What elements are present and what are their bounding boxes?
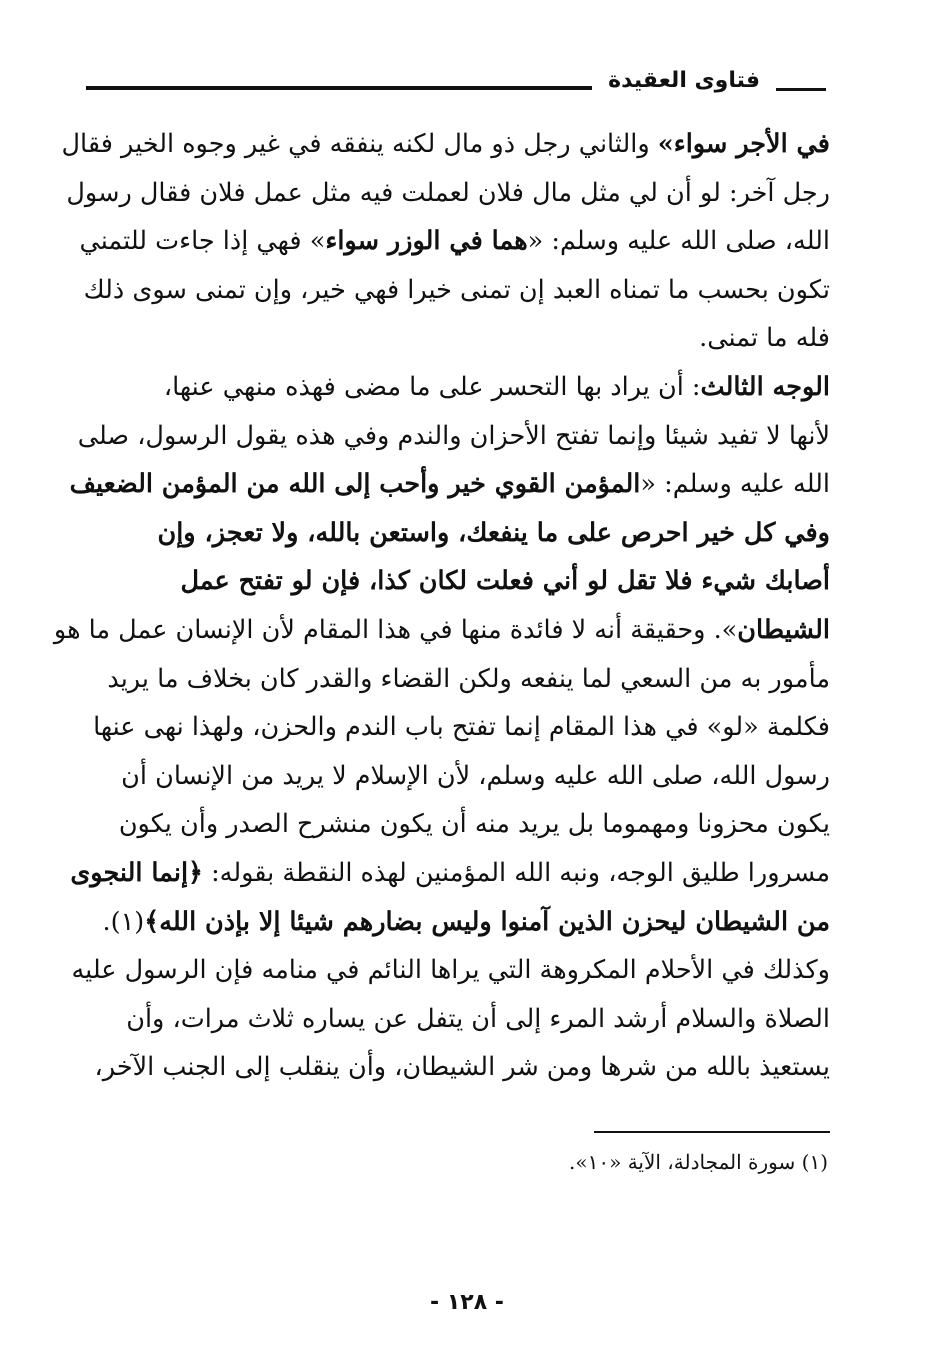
page-number: - ١٢٨ -	[430, 1290, 504, 1315]
text-segment: مسرورا طليق الوجه، ونبه الله المؤمنين لهذه النقطة بقوله:	[202, 857, 830, 888]
text-segment: فله ما تمنى.	[699, 323, 830, 354]
text-segment: فكلمة «لو» في هذا المقام إنما تفتح باب الندم والحزن، ولهذا نهى عنها	[93, 712, 830, 743]
bold-text-segment: الشيطان	[737, 614, 830, 645]
text-line	[88, 898, 830, 947]
text-line	[53, 606, 830, 655]
text-segment: وكذلك في الأحلام المكروهة التي يراها النائم في منامه فإن الرسول عليه	[71, 955, 830, 986]
footnote-separator	[594, 1131, 830, 1133]
text-segment: مأمور به من السعي لما ينفعه ولكن القضاء والقدر كان بخلاف ما يريد	[107, 663, 830, 694]
text-line	[61, 120, 830, 169]
text-line	[88, 655, 830, 704]
text-line	[88, 363, 830, 412]
text-segment: يكون محزونا ومهموما بل يريد منه أن يكون منشرح الصدر وأن يكون	[118, 809, 830, 840]
text-segment: يستعيذ بالله من شرها ومن شر الشيطان، وأن ينقلب إلى الجنب الآخر،	[94, 1052, 830, 1083]
text-line	[88, 314, 830, 363]
text-line	[77, 412, 830, 461]
bold-text-segment: هما في الوزر سواء	[325, 226, 528, 257]
bold-text-segment: المؤمن القوي خير وأحب إلى الله من المؤمن الضعيف	[69, 469, 641, 500]
text-line	[69, 460, 830, 509]
text-segment: : أن يراد بها التحسر على ما مضى فهذه منهي عنها،	[163, 371, 701, 402]
footnote: (١) سورة المجادلة، الآية «١٠».	[569, 1150, 828, 1174]
body-text	[53, 120, 830, 1092]
text-segment: » فهي إذا جاءت للتمني	[79, 226, 326, 257]
bold-text-segment: الوجه الثالث	[700, 371, 830, 402]
text-segment: والثاني رجل ذو مال لكنه ينفقه في غير وجوه الخير فقال	[61, 129, 658, 159]
text-line	[88, 995, 830, 1044]
text-segment: الله، صلى الله عليه وسلم: «	[527, 226, 830, 257]
bold-text-segment: من الشيطان ليحزن الذين آمنوا وليس بضارهم شيئا إلا بإذن الله﴾	[144, 906, 830, 937]
text-segment: رجل آخر: لو أن لي مثل مال فلان لعملت فيه مثل عمل فلان فقال رسول	[66, 177, 830, 208]
text-segment: الله عليه وسلم: «	[640, 469, 830, 500]
text-segment: (١).	[102, 906, 145, 937]
text-line	[88, 752, 830, 801]
header-rule-short	[776, 88, 826, 91]
bold-text-segment: أصابك شيء فلا تقل لو أني فعلت لكان كذا، فإن لو تفتح عمل	[180, 566, 830, 597]
text-segment: ». وحقيقة أنه لا فائدة منها في هذا المقام لأن الإنسان عمل ما هو	[53, 614, 738, 645]
text-line	[88, 800, 830, 849]
running-header	[86, 66, 826, 106]
text-line	[83, 266, 830, 315]
text-line	[88, 509, 830, 558]
bold-text-segment: ﴿إنما النجوى	[70, 857, 203, 888]
text-segment: الصلاة والسلام أرشد المرء إلى أن يتفل عن يساره ثلاث مرات، وأن	[126, 1003, 830, 1034]
text-line	[71, 946, 830, 995]
bold-text-segment: في الأجر سواء»	[657, 129, 830, 159]
text-line	[88, 557, 830, 606]
text-segment: تكون بحسب ما تمناه العبد إن تمنى خيرا فهي خير، وإن تمنى سوى ذلك	[83, 274, 830, 305]
header-rule-long	[86, 86, 592, 90]
text-line	[79, 217, 830, 266]
text-segment: رسول الله، صلى الله عليه وسلم، لأن الإسلام لا يريد من الإنسان أن	[121, 760, 830, 791]
header-title: فتاوى العقيدة	[600, 68, 768, 93]
text-line	[70, 849, 830, 898]
text-line	[88, 703, 830, 752]
text-line	[66, 169, 830, 218]
text-line	[88, 1043, 830, 1092]
bold-text-segment: وفي كل خير احرص على ما ينفعك، واستعن بالله، ولا تعجز، وإن	[157, 517, 830, 548]
text-segment: لأنها لا تفيد شيئا وإنما تفتح الأحزان والندم وفي هذه يقول الرسول، صلى	[77, 420, 830, 451]
